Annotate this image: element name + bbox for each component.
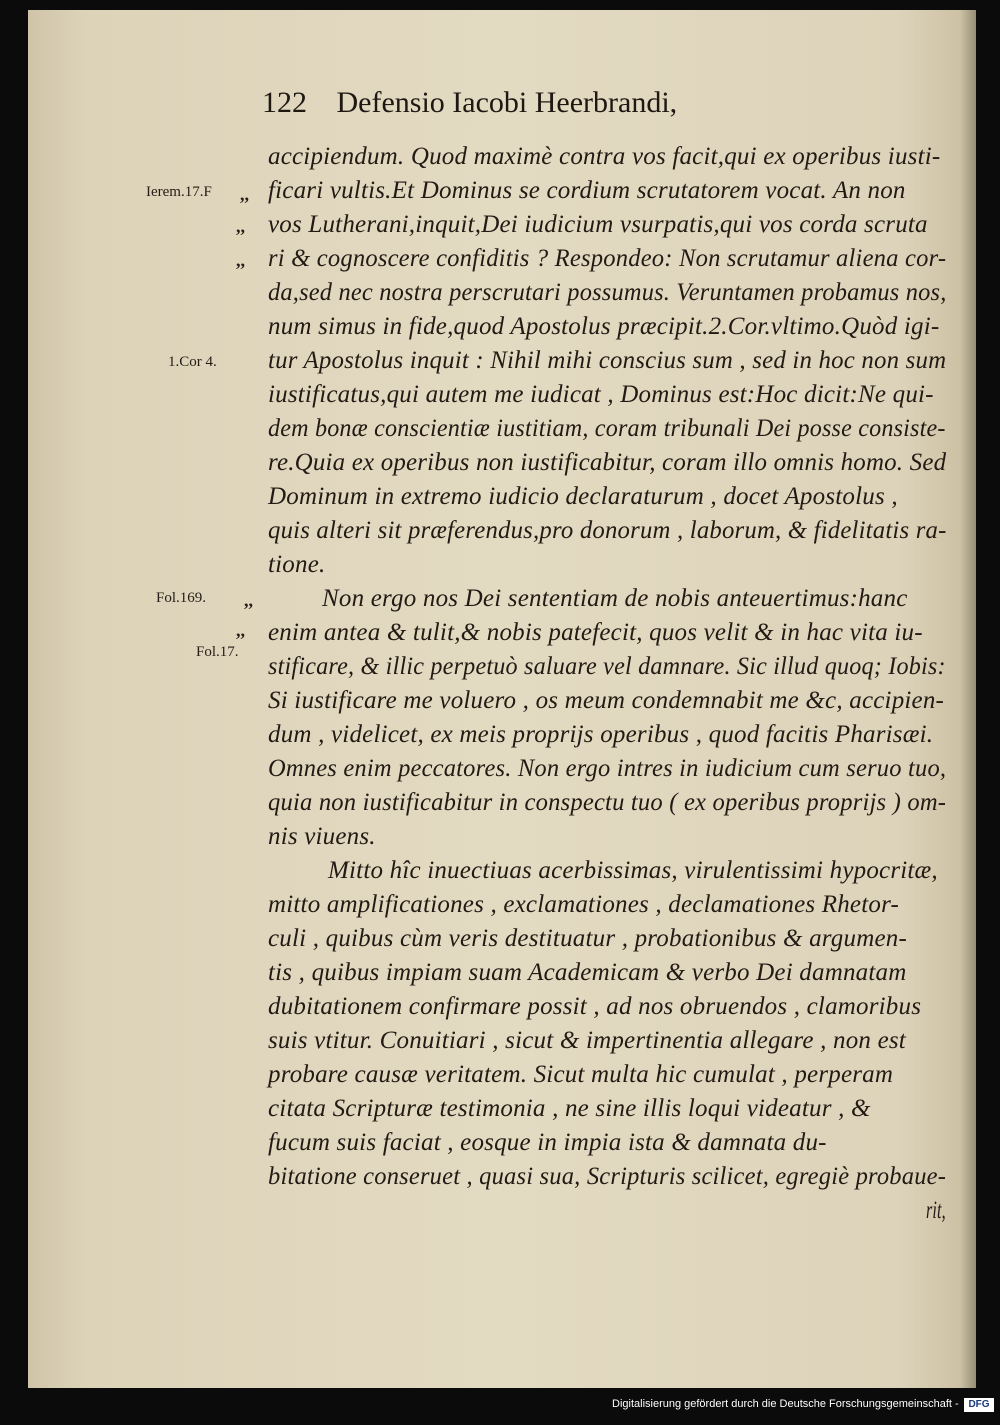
text-line: culi , quibus cùm veris destituatur , probationibus & argumen- xyxy=(268,925,907,952)
quote-mark: ,, xyxy=(240,184,249,204)
text-line: bitatione conseruet , quasi sua, Scripturis scilicet, egregiè probaue- xyxy=(268,1163,947,1190)
text-line: enim antea & tulit,& nobis patefecit, quos velit & in hac vita iu- xyxy=(268,619,923,646)
text-line: da,sed nec nostra perscrutari possumus. Veruntamen probamus nos, xyxy=(268,279,947,306)
text-line: ri & cognoscere confiditis ? Respondeo: Non scrutamur aliena cor- xyxy=(268,245,947,272)
margin-note: Ierem.17.F xyxy=(146,184,212,200)
text-line: accipiendum. Quod maximè contra vos facit,qui ex operibus iusti- xyxy=(268,143,941,170)
page-header xyxy=(262,86,677,120)
text-line: quis alteri sit præferendus,pro donorum , laborum, & fidelitatis ra- xyxy=(268,517,947,544)
quote-mark: ,, xyxy=(236,216,245,236)
text-line: dem bonæ conscientiæ iustitiam, coram tribunali Dei posse consiste- xyxy=(268,415,946,442)
text-line: iustificatus,qui autem me iudicat , Dominus est:Hoc dicit:Ne qui- xyxy=(268,381,934,408)
text-line: probare causæ veritatem. Sicut multa hic cumulat , perperam xyxy=(268,1061,894,1088)
text-line: num simus in fide,quod Apostolus præcipit.2.Cor.vltimo.Quòd igi- xyxy=(268,313,940,340)
text-line: nis viuens. xyxy=(268,823,376,850)
page-number: 122 xyxy=(262,86,307,119)
margin-note: Fol.169. xyxy=(156,590,207,606)
margin-note: 1.Cor 4. xyxy=(168,354,217,370)
text-line: dubitationem confirmare possit , ad nos obruendos , clamoribus xyxy=(268,993,922,1020)
text-line: rit, xyxy=(926,1197,946,1224)
text-line: tis , quibus impiam suam Academicam & verbo Dei damnatam xyxy=(268,959,907,986)
text-line: ficari vultis.Et Dominus se cordium scrutatorem vocat. An non xyxy=(268,177,906,204)
running-title: Defensio Iacobi Heerbrandi, xyxy=(336,86,678,119)
text-line: mitto amplificationes , exclamationes , declamationes Rhetor- xyxy=(268,891,900,918)
text-line: Omnes enim peccatores. Non ergo intres in iudicium cum seruo tuo, xyxy=(268,755,947,782)
digitization-credit: Digitalisierung gefördert durch die Deutsche Forschungsgemeinschaft - xyxy=(612,1398,959,1410)
text-line: vos Lutherani,inquit,Dei iudicium vsurpatis,qui vos corda scruta xyxy=(268,211,928,238)
text-line: Dominum in extremo iudicio declaraturum , docet Apostolus , xyxy=(268,483,898,510)
text-line: suis vtitur. Conuitiari , sicut & impertinentia allegare , non est xyxy=(268,1027,906,1054)
dfg-logo: DFG xyxy=(964,1398,994,1412)
quote-mark: ,, xyxy=(236,620,245,640)
text-line: stificare, & illic perpetuò saluare vel damnare. Sic illud quoq; Iobis: xyxy=(268,653,946,680)
text-line: fucum suis faciat , eosque in impia ista & damnata du- xyxy=(268,1129,827,1156)
text-line: dum , videlicet, ex meis proprijs operibus , quod facitis Pharisæi. xyxy=(268,721,934,748)
text-line: Non ergo nos Dei sententiam de nobis anteuertimus:hanc xyxy=(322,585,908,612)
text-line: citata Scripturæ testimonia , ne sine illis loqui videatur , & xyxy=(268,1095,871,1122)
text-line: Si iustificare me voluero , os meum condemnabit me &c, accipien- xyxy=(268,687,945,714)
scanned-page xyxy=(28,10,976,1388)
text-line: Mitto hîc inuectiuas acerbissimas, virulentissimi hypocritæ, xyxy=(328,857,938,884)
margin-note: Fol.17. xyxy=(196,644,239,660)
quote-mark: ,, xyxy=(236,250,245,270)
text-line: re.Quia ex operibus non iustificabitur, coram illo omnis homo. Sed xyxy=(268,449,947,476)
quote-mark: ,, xyxy=(244,590,253,610)
text-line: quia non iustificabitur in conspectu tuo ( ex operibus proprijs ) om- xyxy=(268,789,947,816)
text-line: tione. xyxy=(268,551,326,578)
text-line: tur Apostolus inquit : Nihil mihi conscius sum , sed in hoc non sum xyxy=(268,347,947,374)
